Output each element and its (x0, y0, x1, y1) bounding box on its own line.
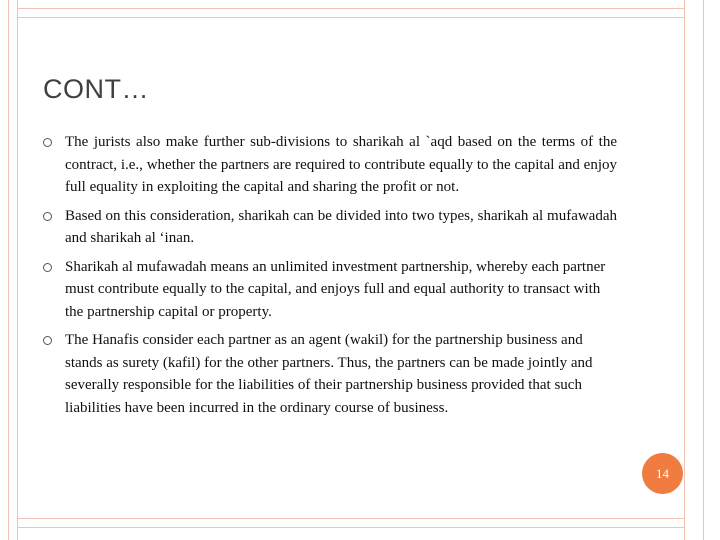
circle-bullet-icon (43, 212, 52, 221)
slide-title: CONT… (43, 74, 149, 104)
frame-right-border (684, 0, 704, 540)
circle-bullet-icon (43, 138, 52, 147)
bullet-item (43, 329, 617, 419)
bullet-text: Sharikah al mufawadah means an unlimited investment partnership, whereby each partner must contribute equally to the capital, and enjoys full and equal authority to transact with the partnership capital or property. (65, 258, 606, 320)
circle-bullet-icon (43, 263, 52, 272)
bullet-text: Based on this consideration, sharikah can be divided into two types, sharikah al mufawadah and sharikah al ‘inan. (65, 207, 617, 246)
bullet-text: The Hanafis consider each partner as an agent (wakil) for the partnership business and stands as surety (kafil) for the other partners. Thus, the partners can be made jointly and severally responsible for the liabilities of their partnership business provided that such liabilities have been incurred in the ordinary course of business. (65, 332, 593, 416)
bullet-item (43, 131, 617, 199)
circle-bullet-icon (43, 336, 52, 345)
bullet-list (43, 131, 617, 425)
frame-top-border (18, 8, 684, 18)
bullet-item (43, 205, 617, 250)
page-number-badge: 14 (642, 453, 683, 494)
bullet-item (43, 256, 617, 324)
frame-bottom-border (18, 518, 684, 528)
bullet-text: The jurists also make further sub-divisions to sharikah al `aqd based on the terms of the contract, i.e., whether the partners are required to contribute equally to the capital and enjoy full equality in exploiting the capital and sharing the profit or not. (65, 134, 617, 195)
frame-left-border (8, 0, 18, 540)
